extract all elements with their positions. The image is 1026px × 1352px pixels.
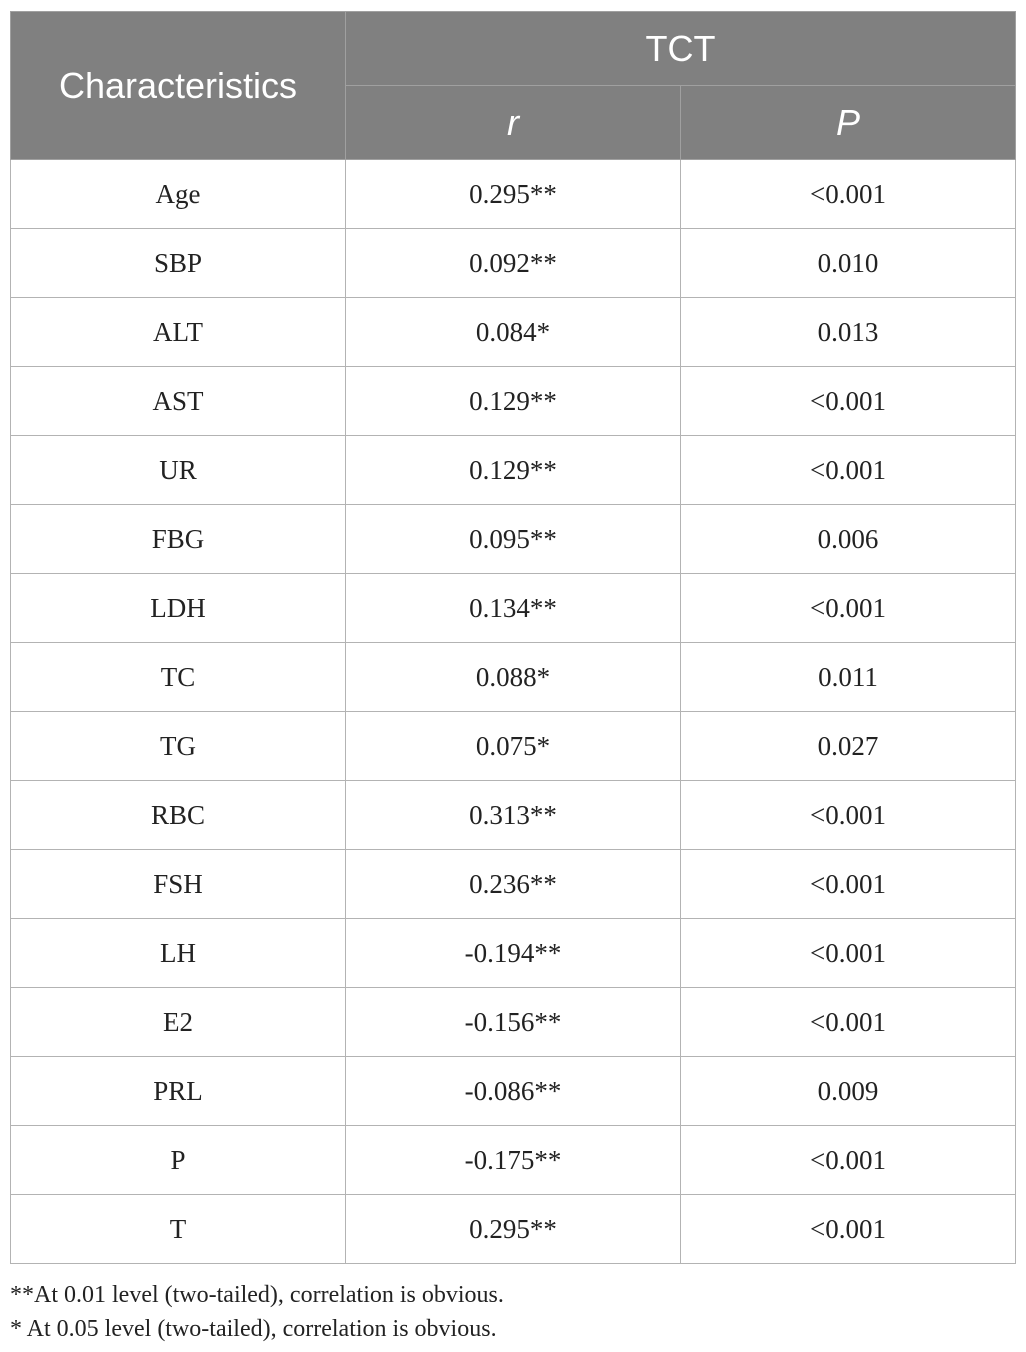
cell-p-value: <0.001 [681,436,1016,505]
footnote-001-level: **At 0.01 level (two-tailed), correlation is obvious. [10,1282,504,1308]
cell-p-value: 0.011 [681,643,1016,712]
table-row [11,919,1016,988]
cell-r-value: -0.156** [346,988,681,1057]
footnote-005-level: * At 0.05 level (two-tailed), correlation is obvious. [10,1316,497,1342]
table-row [11,850,1016,919]
header-r: r [346,86,681,160]
table-row [11,160,1016,229]
cell-p-value: <0.001 [681,919,1016,988]
cell-r-value: 0.075* [346,712,681,781]
cell-r-value: -0.194** [346,919,681,988]
table-body [11,160,1016,1264]
correlation-table [10,11,1016,1264]
cell-p-value: <0.001 [681,160,1016,229]
table-row [11,712,1016,781]
cell-characteristic: TG [11,712,346,781]
table-row [11,436,1016,505]
cell-r-value: 0.092** [346,229,681,298]
table-row [11,1057,1016,1126]
table-header [11,12,1016,160]
cell-characteristic: LH [11,919,346,988]
cell-characteristic: FSH [11,850,346,919]
cell-characteristic: T [11,1195,346,1264]
cell-r-value: 0.095** [346,505,681,574]
table-row [11,988,1016,1057]
cell-characteristic: PRL [11,1057,346,1126]
table-footnotes [10,1278,1015,1346]
cell-characteristic: AST [11,367,346,436]
cell-p-value: 0.010 [681,229,1016,298]
header-p: P [681,86,1016,160]
cell-characteristic: P [11,1126,346,1195]
table-row [11,298,1016,367]
cell-r-value: -0.086** [346,1057,681,1126]
cell-p-value: <0.001 [681,574,1016,643]
cell-p-value: 0.027 [681,712,1016,781]
table-row [11,781,1016,850]
cell-characteristic: FBG [11,505,346,574]
cell-r-value: 0.129** [346,367,681,436]
cell-p-value: <0.001 [681,988,1016,1057]
cell-p-value: <0.001 [681,1195,1016,1264]
table-row [11,367,1016,436]
header-group-tct: TCT [346,12,1016,86]
cell-p-value: <0.001 [681,850,1016,919]
cell-p-value: 0.013 [681,298,1016,367]
table-row [11,1126,1016,1195]
cell-r-value: 0.129** [346,436,681,505]
correlation-table-container [10,11,1015,1264]
header-characteristics: Characteristics [11,12,346,160]
cell-r-value: 0.088* [346,643,681,712]
cell-characteristic: UR [11,436,346,505]
cell-p-value: <0.001 [681,781,1016,850]
cell-r-value: 0.134** [346,574,681,643]
table-row [11,229,1016,298]
cell-r-value: -0.175** [346,1126,681,1195]
cell-characteristic: E2 [11,988,346,1057]
table-row [11,505,1016,574]
cell-characteristic: TC [11,643,346,712]
table-row [11,643,1016,712]
cell-r-value: 0.295** [346,1195,681,1264]
cell-characteristic: LDH [11,574,346,643]
table-row [11,1195,1016,1264]
cell-characteristic: SBP [11,229,346,298]
cell-characteristic: ALT [11,298,346,367]
table-row [11,574,1016,643]
cell-p-value: 0.006 [681,505,1016,574]
cell-r-value: 0.313** [346,781,681,850]
cell-characteristic: RBC [11,781,346,850]
cell-r-value: 0.236** [346,850,681,919]
cell-p-value: 0.009 [681,1057,1016,1126]
cell-p-value: <0.001 [681,367,1016,436]
cell-p-value: <0.001 [681,1126,1016,1195]
cell-r-value: 0.295** [346,160,681,229]
cell-characteristic: Age [11,160,346,229]
cell-r-value: 0.084* [346,298,681,367]
